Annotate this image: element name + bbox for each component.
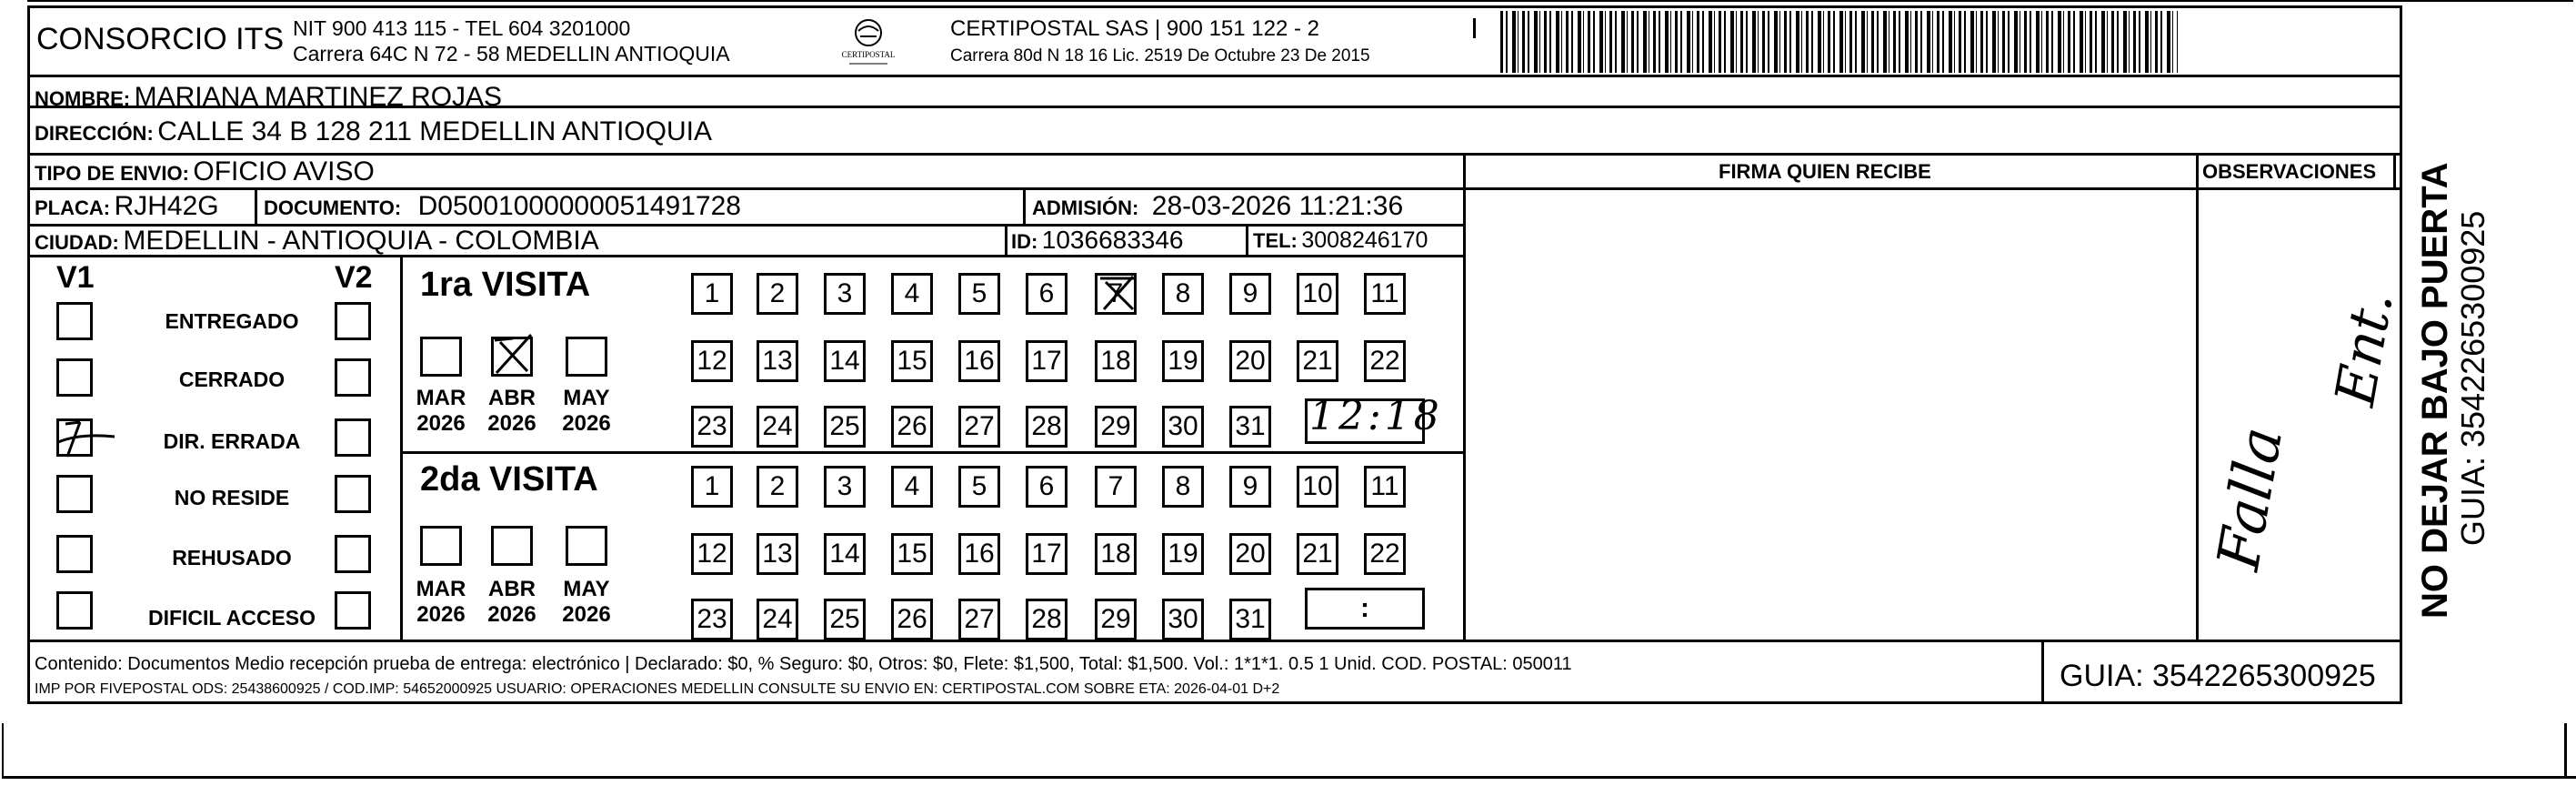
footer-divider <box>27 640 2402 642</box>
tipo-envio-label: TIPO DE ENVIO: <box>35 162 189 185</box>
footer-imp: IMP POR FIVEPOSTAL ODS: 25438600925 / COD.IMP: 54652000925 USUARIO: OPERACIONES MEDELLIN CONSULTE SU ENVIO EN: CERTIPOSTAL.COM SOBRE ETA: 2026-04-01 D+2 <box>35 681 1280 697</box>
visit1-month-box-mar[interactable] <box>420 337 462 377</box>
visit1-day-box[interactable]: 23 <box>691 406 733 448</box>
status-dir-errada: DIR. ERRADA <box>163 429 301 453</box>
visit1-handwritten-time: 12:18 <box>1309 393 1443 439</box>
divider <box>1246 224 1248 255</box>
status-rehusado: REHUSADO <box>172 546 292 569</box>
documento-value: D05001000000051491728 <box>417 191 741 221</box>
visit2-time-box[interactable]: : <box>1305 588 1425 630</box>
visit1-day-box[interactable]: 5 <box>958 273 1000 315</box>
visit-divider <box>400 451 1466 454</box>
v1-checkbox-entregado[interactable] <box>56 302 93 340</box>
company-nit: NIT 900 413 115 - TEL 604 3201000 <box>293 16 631 40</box>
visit1-day-box[interactable]: 17 <box>1026 340 1067 382</box>
visit2-day-box[interactable]: 23 <box>691 599 733 640</box>
visit1-month-abr: ABR 2026 <box>487 386 536 436</box>
nombre-row <box>35 84 502 111</box>
footer-contenido: Contenido: Documentos Medio recepción prueba de entrega: electrónico | Declarado: $0, % Seguro: $0, Otros: $0, Flete: $1,500, Total: $1,500. Vol.: 1*1*1. 0.5 1 Unid. COD. POSTAL: 050011 <box>35 654 1572 674</box>
visit2-day-box[interactable]: 20 <box>1229 533 1271 575</box>
visit2-day-box[interactable]: 2 <box>757 466 798 508</box>
visit2-day-box[interactable]: 11 <box>1364 466 1406 508</box>
visit2-day-box[interactable]: 13 <box>757 533 798 575</box>
visit2-day-box[interactable]: 25 <box>824 599 866 640</box>
id-label: ID: <box>1011 230 1038 253</box>
ciudad-label: CIUDAD: <box>35 231 119 254</box>
visit1-day-box[interactable]: 12 <box>691 340 733 382</box>
visit2-day-box[interactable]: 12 <box>691 533 733 575</box>
visit1-day-box[interactable]: 22 <box>1364 340 1406 382</box>
visit2-day-box[interactable]: 24 <box>757 599 798 640</box>
visit1-day-box[interactable]: 19 <box>1162 340 1204 382</box>
visit2-day-box[interactable]: 15 <box>891 533 933 575</box>
visit2-month-may: MAY 2026 <box>562 577 611 627</box>
tel-value: 3008246170 <box>1301 227 1428 253</box>
side-guia: GUIA: 3542265300925 <box>2454 210 2491 546</box>
visit1-day-box[interactable]: 16 <box>958 340 1000 382</box>
placa-label: PLACA: <box>35 196 111 219</box>
admision-label: ADMISIÓN: <box>1032 196 1139 219</box>
visit1-day-box[interactable]: 3 <box>824 273 866 315</box>
next-label-edge <box>0 723 2576 806</box>
v1-label: V1 <box>56 260 95 295</box>
visit1-month-mar: MAR 2026 <box>416 386 466 436</box>
v1-checkbox-rehusado[interactable] <box>56 535 93 573</box>
company-name: CONSORCIO ITS <box>36 22 285 56</box>
visit2-month-box-abr[interactable] <box>491 526 533 566</box>
footer-guia: GUIA: 3542265300925 <box>2060 659 2376 693</box>
tel-row <box>1253 229 1428 252</box>
visit2-day-box[interactable]: 4 <box>891 466 933 508</box>
visit1-day-box[interactable]: 4 <box>891 273 933 315</box>
handwritten-observation-falla: Falla <box>2205 422 2297 575</box>
visit2-day-box[interactable]: 27 <box>958 599 1000 640</box>
visit1-day-box[interactable]: 18 <box>1095 340 1137 382</box>
visit2-month-mar: MAR 2026 <box>416 577 466 627</box>
nombre-value: MARIANA MARTINEZ ROJAS <box>134 82 503 112</box>
v1-checkbox-cerrado[interactable] <box>56 358 93 397</box>
visit1-day-box[interactable]: 28 <box>1026 406 1067 448</box>
divider <box>255 187 257 224</box>
visit2-day-box[interactable]: 1 <box>691 466 733 508</box>
handwritten-check-dir-errada <box>53 415 118 460</box>
certipostal-logo-text: CERTIPOSTAL <box>841 50 896 59</box>
divider <box>1023 187 1026 224</box>
visit2-day-box[interactable]: 28 <box>1026 599 1067 640</box>
id-value: 1036683346 <box>1041 226 1184 254</box>
visit2-month-box-mar[interactable] <box>420 526 462 566</box>
firma-quien-recibe-label: FIRMA QUIEN RECIBE <box>1719 160 1931 183</box>
handwritten-observation-ent: Ent. <box>2323 287 2406 411</box>
visit1-day-box[interactable]: 21 <box>1297 340 1338 382</box>
visit1-day-box[interactable]: 8 <box>1162 273 1204 315</box>
visit2-day-box[interactable]: 30 <box>1162 599 1204 640</box>
direccion-label: DIRECCIÓN: <box>35 122 154 145</box>
divider <box>2041 640 2044 701</box>
divider <box>27 75 2402 77</box>
visit1-day-box[interactable]: 2 <box>757 273 798 315</box>
visit2-day-box[interactable]: 14 <box>824 533 866 575</box>
visit2-day-box[interactable]: 17 <box>1026 533 1067 575</box>
visit2-day-box[interactable]: 26 <box>891 599 933 640</box>
nombre-label: NOMBRE: <box>35 87 131 110</box>
visit2-day-box[interactable]: 31 <box>1229 599 1271 640</box>
divider <box>27 153 2402 156</box>
divider <box>2196 153 2199 640</box>
visit1-title: 1ra VISITA <box>420 266 591 304</box>
visit2-month-box-may[interactable] <box>566 526 607 566</box>
visit2-day-box[interactable]: 10 <box>1297 466 1338 508</box>
divider <box>27 187 2402 190</box>
divider <box>2393 153 2396 189</box>
visit1-day-box[interactable]: 11 <box>1364 273 1406 315</box>
certipostal-line1: CERTIPOSTAL SAS | 900 151 122 - 2 <box>950 16 1319 41</box>
divider <box>1005 224 1007 255</box>
tel-label: TEL: <box>1253 229 1298 252</box>
visit2-month-abr: ABR 2026 <box>487 577 536 627</box>
v1-checkbox-dificil-acceso[interactable] <box>56 591 93 630</box>
certipostal-line2: Carrera 80d N 18 16 Lic. 2519 De Octubre 23 De 2015 <box>950 46 1370 65</box>
admision-value: 28-03-2026 11:21:36 <box>1151 191 1404 221</box>
visit1-day-box[interactable]: 6 <box>1026 273 1067 315</box>
visit1-day-box[interactable]: 14 <box>824 340 866 382</box>
visit2-day-box[interactable]: 5 <box>958 466 1000 508</box>
header-tick-mark <box>1473 18 1476 38</box>
visit1-day-box[interactable]: 20 <box>1229 340 1271 382</box>
visit2-day-box[interactable]: 16 <box>958 533 1000 575</box>
v2-label: V2 <box>335 260 373 295</box>
placa-row <box>35 193 219 220</box>
v1-checkbox-no-reside[interactable] <box>56 475 93 513</box>
status-entregado: ENTREGADO <box>165 309 299 333</box>
visit1-day-box[interactable]: 1 <box>691 273 733 315</box>
status-no-reside: NO RESIDE <box>174 486 290 509</box>
visit2-day-box[interactable]: 7 <box>1095 466 1137 508</box>
ciudad-value: MEDELLIN - ANTIOQUIA - COLOMBIA <box>123 226 599 256</box>
side-no-dejar-bajo-puerta: NO DEJAR BAJO PUERTA <box>2415 162 2455 619</box>
visit2-day-box[interactable]: 6 <box>1026 466 1067 508</box>
divider <box>1463 153 1466 640</box>
visit1-day-box[interactable]: 26 <box>891 406 933 448</box>
visit2-day-box[interactable]: 9 <box>1229 466 1271 508</box>
visit2-day-box[interactable]: 22 <box>1364 533 1406 575</box>
visit2-title: 2da VISITA <box>420 460 598 499</box>
ciudad-row <box>35 227 599 255</box>
visit1-day-box[interactable]: 25 <box>824 406 866 448</box>
barcode <box>1500 11 2178 73</box>
handwritten-check-day-7 <box>1095 269 1142 317</box>
visit1-day-box[interactable]: 15 <box>891 340 933 382</box>
visit-divider <box>400 255 403 640</box>
visit2-day-box[interactable]: 3 <box>824 466 866 508</box>
documento-label: DOCUMENTO: <box>264 196 402 219</box>
visit1-month-may: MAY 2026 <box>562 386 611 436</box>
tipo-envio-row <box>35 158 375 186</box>
visit1-day-box[interactable]: 13 <box>757 340 798 382</box>
status-dificil-acceso: DIFICIL ACCESO <box>147 606 316 630</box>
visit2-day-box[interactable]: 19 <box>1162 533 1204 575</box>
top-edge-line <box>27 0 2573 2</box>
visit2-day-box[interactable]: 21 <box>1297 533 1338 575</box>
visit2-day-box[interactable]: 29 <box>1095 599 1137 640</box>
id-row <box>1011 227 1184 253</box>
direccion-value: CALLE 34 B 128 211 MEDELLIN ANTIOQUIA <box>157 116 712 146</box>
visit1-day-box[interactable]: 27 <box>958 406 1000 448</box>
certipostal-logo <box>837 16 900 69</box>
direccion-row <box>35 118 712 146</box>
visit1-month-box-may[interactable] <box>566 337 607 377</box>
visit1-day-box[interactable]: 10 <box>1297 273 1338 315</box>
visit1-day-box[interactable]: 24 <box>757 406 798 448</box>
visit1-day-box[interactable]: 31 <box>1229 406 1271 448</box>
visit1-day-box[interactable]: 9 <box>1229 273 1271 315</box>
visit2-day-box[interactable]: 18 <box>1095 533 1137 575</box>
company-address: Carrera 64C N 72 - 58 MEDELLIN ANTIOQUIA <box>293 42 730 65</box>
observaciones-label: OBSERVACIONES <box>2202 160 2377 183</box>
placa-value: RJH42G <box>114 191 219 221</box>
status-cerrado: CERRADO <box>178 368 286 391</box>
admision-row <box>1032 193 1403 220</box>
handwritten-check-abr <box>491 331 542 377</box>
visit1-day-box[interactable]: 30 <box>1162 406 1204 448</box>
tipo-envio-value: OFICIO AVISO <box>193 156 375 186</box>
visit1-day-box[interactable]: 29 <box>1095 406 1137 448</box>
visit1-day-box[interactable]: 7 <box>1095 273 1137 315</box>
visit2-day-box[interactable]: 8 <box>1162 466 1204 508</box>
documento-row <box>264 193 741 220</box>
